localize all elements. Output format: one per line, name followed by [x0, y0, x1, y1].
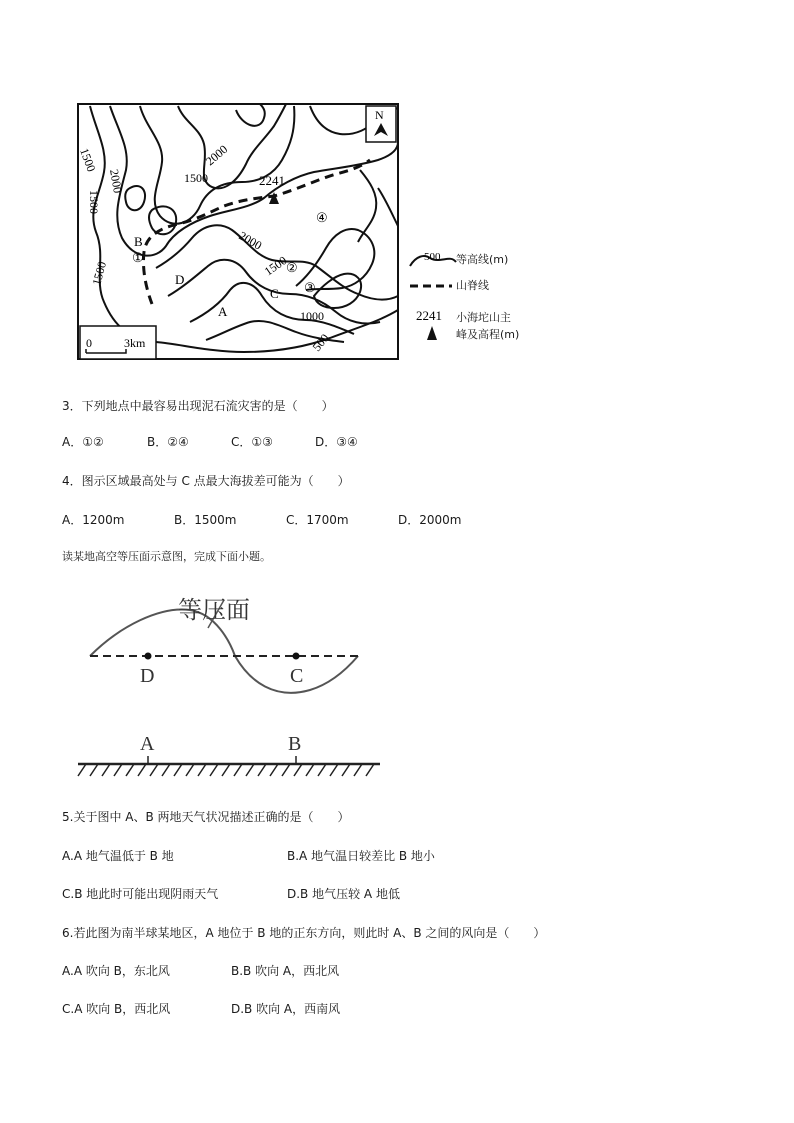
contour-label: 1500 — [89, 259, 110, 287]
question-4-option-a[interactable]: A．1200m — [62, 513, 125, 527]
contour-label: 1500 — [87, 190, 101, 214]
question-4-option-c[interactable]: C．1700m — [286, 513, 349, 527]
contour-label: 500 — [309, 331, 332, 354]
ground-point-b-label: B — [288, 733, 302, 755]
legend-peak-icon — [427, 326, 437, 340]
question-3-stem: 3．下列地点中最容易出现泥石流灾害的是（ ） — [62, 399, 334, 413]
scale-distance: 3km — [124, 336, 146, 350]
legend-contour-text: 等高线(m) — [456, 253, 509, 266]
question-5-option-c[interactable]: C.B 地此时可能出现阴雨天气 — [62, 887, 219, 901]
ground-hatching — [78, 764, 374, 776]
question-6-option-d[interactable]: D.B 吹向 A，西南风 — [231, 1002, 341, 1016]
point-label: ② — [286, 260, 298, 275]
legend-contour-value: 500 — [424, 251, 441, 263]
contour-label: 1000 — [300, 309, 324, 323]
point-label: B — [134, 234, 143, 249]
point-c-label: C — [290, 665, 304, 687]
section-intro: 读某地高空等压面示意图，完成下面小题。 — [62, 550, 271, 563]
point-d-dot — [145, 653, 152, 660]
question-3-option-d[interactable]: D．③④ — [315, 435, 358, 449]
point-label: D — [175, 272, 185, 287]
question-6-option-c[interactable]: C.A 吹向 B，西北风 — [62, 1002, 171, 1016]
point-c-dot — [293, 653, 300, 660]
legend-peak-text-line2: 峰及高程(m) — [456, 328, 520, 341]
peak-label: 2241 — [259, 173, 285, 188]
point-d-label: D — [140, 665, 155, 687]
ground-point-a-label: A — [140, 733, 155, 755]
question-3-option-b[interactable]: B．②④ — [147, 435, 189, 449]
question-5-option-a[interactable]: A.A 地气温低于 B 地 — [62, 849, 174, 863]
contour-label: 2000 — [202, 142, 231, 169]
question-3-option-a[interactable]: A．①② — [62, 435, 104, 449]
legend-peak-text-line1: 小海坨山主 — [456, 311, 511, 324]
contour-label: 2000 — [107, 168, 126, 195]
north-label: N — [375, 108, 384, 122]
contour-label: 1500 — [184, 171, 208, 185]
question-6-option-b[interactable]: B.B 吹向 A，西北风 — [231, 964, 340, 978]
question-5-stem: 5.关于图中 A、B 两地天气状况描述正确的是（ ） — [62, 810, 350, 824]
question-3-option-c[interactable]: C．①③ — [231, 435, 273, 449]
legend-ridge-text: 山脊线 — [456, 279, 489, 292]
question-4-option-d[interactable]: D．2000m — [398, 513, 462, 527]
legend-peak-value: 2241 — [416, 308, 442, 323]
question-4-option-b[interactable]: B．1500m — [174, 513, 237, 527]
point-label: ① — [132, 250, 144, 265]
contour-label: 2000 — [236, 228, 265, 253]
point-label: ③ — [304, 280, 316, 295]
point-label: C — [270, 286, 279, 301]
contour-label: 1500 — [77, 146, 99, 174]
question-5-option-d[interactable]: D.B 地气压较 A 地低 — [287, 887, 400, 901]
isobaric-surface-label: 等压面 — [178, 598, 250, 624]
point-label: ④ — [316, 210, 328, 225]
question-6-option-a[interactable]: A.A 吹向 B，东北风 — [62, 964, 170, 978]
question-5-option-b[interactable]: B.A 地气温日较差比 B 地小 — [287, 849, 435, 863]
scale-zero: 0 — [86, 336, 92, 350]
isobaric-surface-figure — [70, 582, 390, 782]
contour-label: 1500 — [261, 253, 290, 279]
point-label: A — [218, 304, 228, 319]
question-4-stem: 4．图示区域最高处与 C 点最大海拔差可能为（ ） — [62, 474, 350, 488]
question-6-stem: 6.若此图为南半球某地区，A 地位于 B 地的正东方向，则此时 A、B 之间的风向是（ ） — [62, 926, 546, 940]
